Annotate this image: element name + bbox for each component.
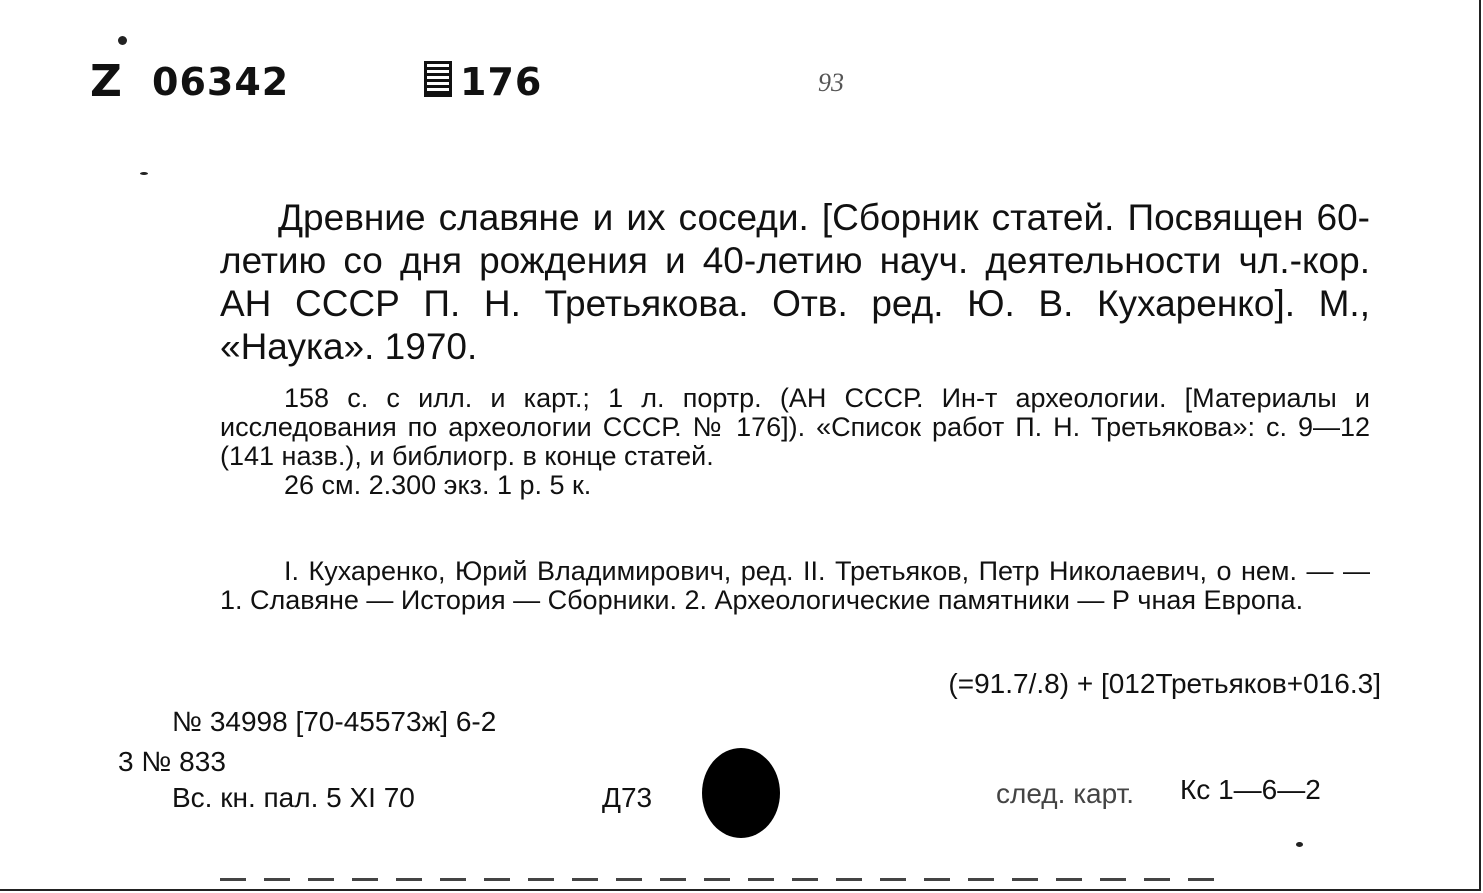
- ink-speck: [1296, 842, 1303, 847]
- collation: 158 с. с илл. и карт.; 1 л. портр. (АН СССР. Ин-т археологии. [Материалы и исследования по археологии СССР. № 176]). «Список работ П. Н. Третьякова»: с. 9—12 (141 назв.), и библиогр. в конце статей.: [220, 383, 1370, 471]
- series-call-number: [424, 60, 542, 104]
- ink-speck: [140, 172, 148, 175]
- copy-number: 3 № 833: [118, 746, 226, 777]
- code-d73: Д73: [602, 782, 653, 813]
- registry-number: № 34998 [70-45573ж] 6-2: [172, 706, 497, 737]
- card-code: Кс 1—6—2: [1180, 774, 1321, 805]
- book-chamber-stamp: Вс. кн. пал. 5 XI 70: [172, 782, 415, 813]
- handwritten-mark: 93: [818, 68, 844, 97]
- ink-speck: [118, 36, 127, 45]
- subject-headings: [220, 557, 1370, 615]
- tracings: I. Кухаренко, Юрий Владимирович, ред. II. Третьяков, Петр Николаевич, о нем. — — 1. Славяне — История — Сборники. 2. Археологические памятники — Р чная Европа.: [220, 556, 1370, 615]
- title-entry: Древние славяне и их соседи. [Сборник статей. Посвящен 60-летию со дня рождения и 40-летию науч. деятельности чл.-кор. АН СССР П. Н. Третьякова. Отв. ред. Ю. В. Кухаренко]. М., «Наука». 1970.: [220, 197, 1370, 367]
- punch-hole-icon: [702, 748, 780, 838]
- series-number: 176: [460, 60, 543, 104]
- format-price: 26 см. 2.300 экз. 1 р. 5 к.: [284, 470, 592, 500]
- bottom-edge-marks: [220, 878, 1220, 881]
- cards-note: след. карт.: [996, 778, 1135, 809]
- series-stamp-icon: [424, 61, 452, 97]
- physical-description: [220, 384, 1370, 500]
- classification-index: (=91.7/.8) + [012Третьяков+016.3]: [948, 668, 1381, 699]
- call-prefix: Z: [90, 56, 123, 107]
- call-number: 06342: [152, 60, 290, 104]
